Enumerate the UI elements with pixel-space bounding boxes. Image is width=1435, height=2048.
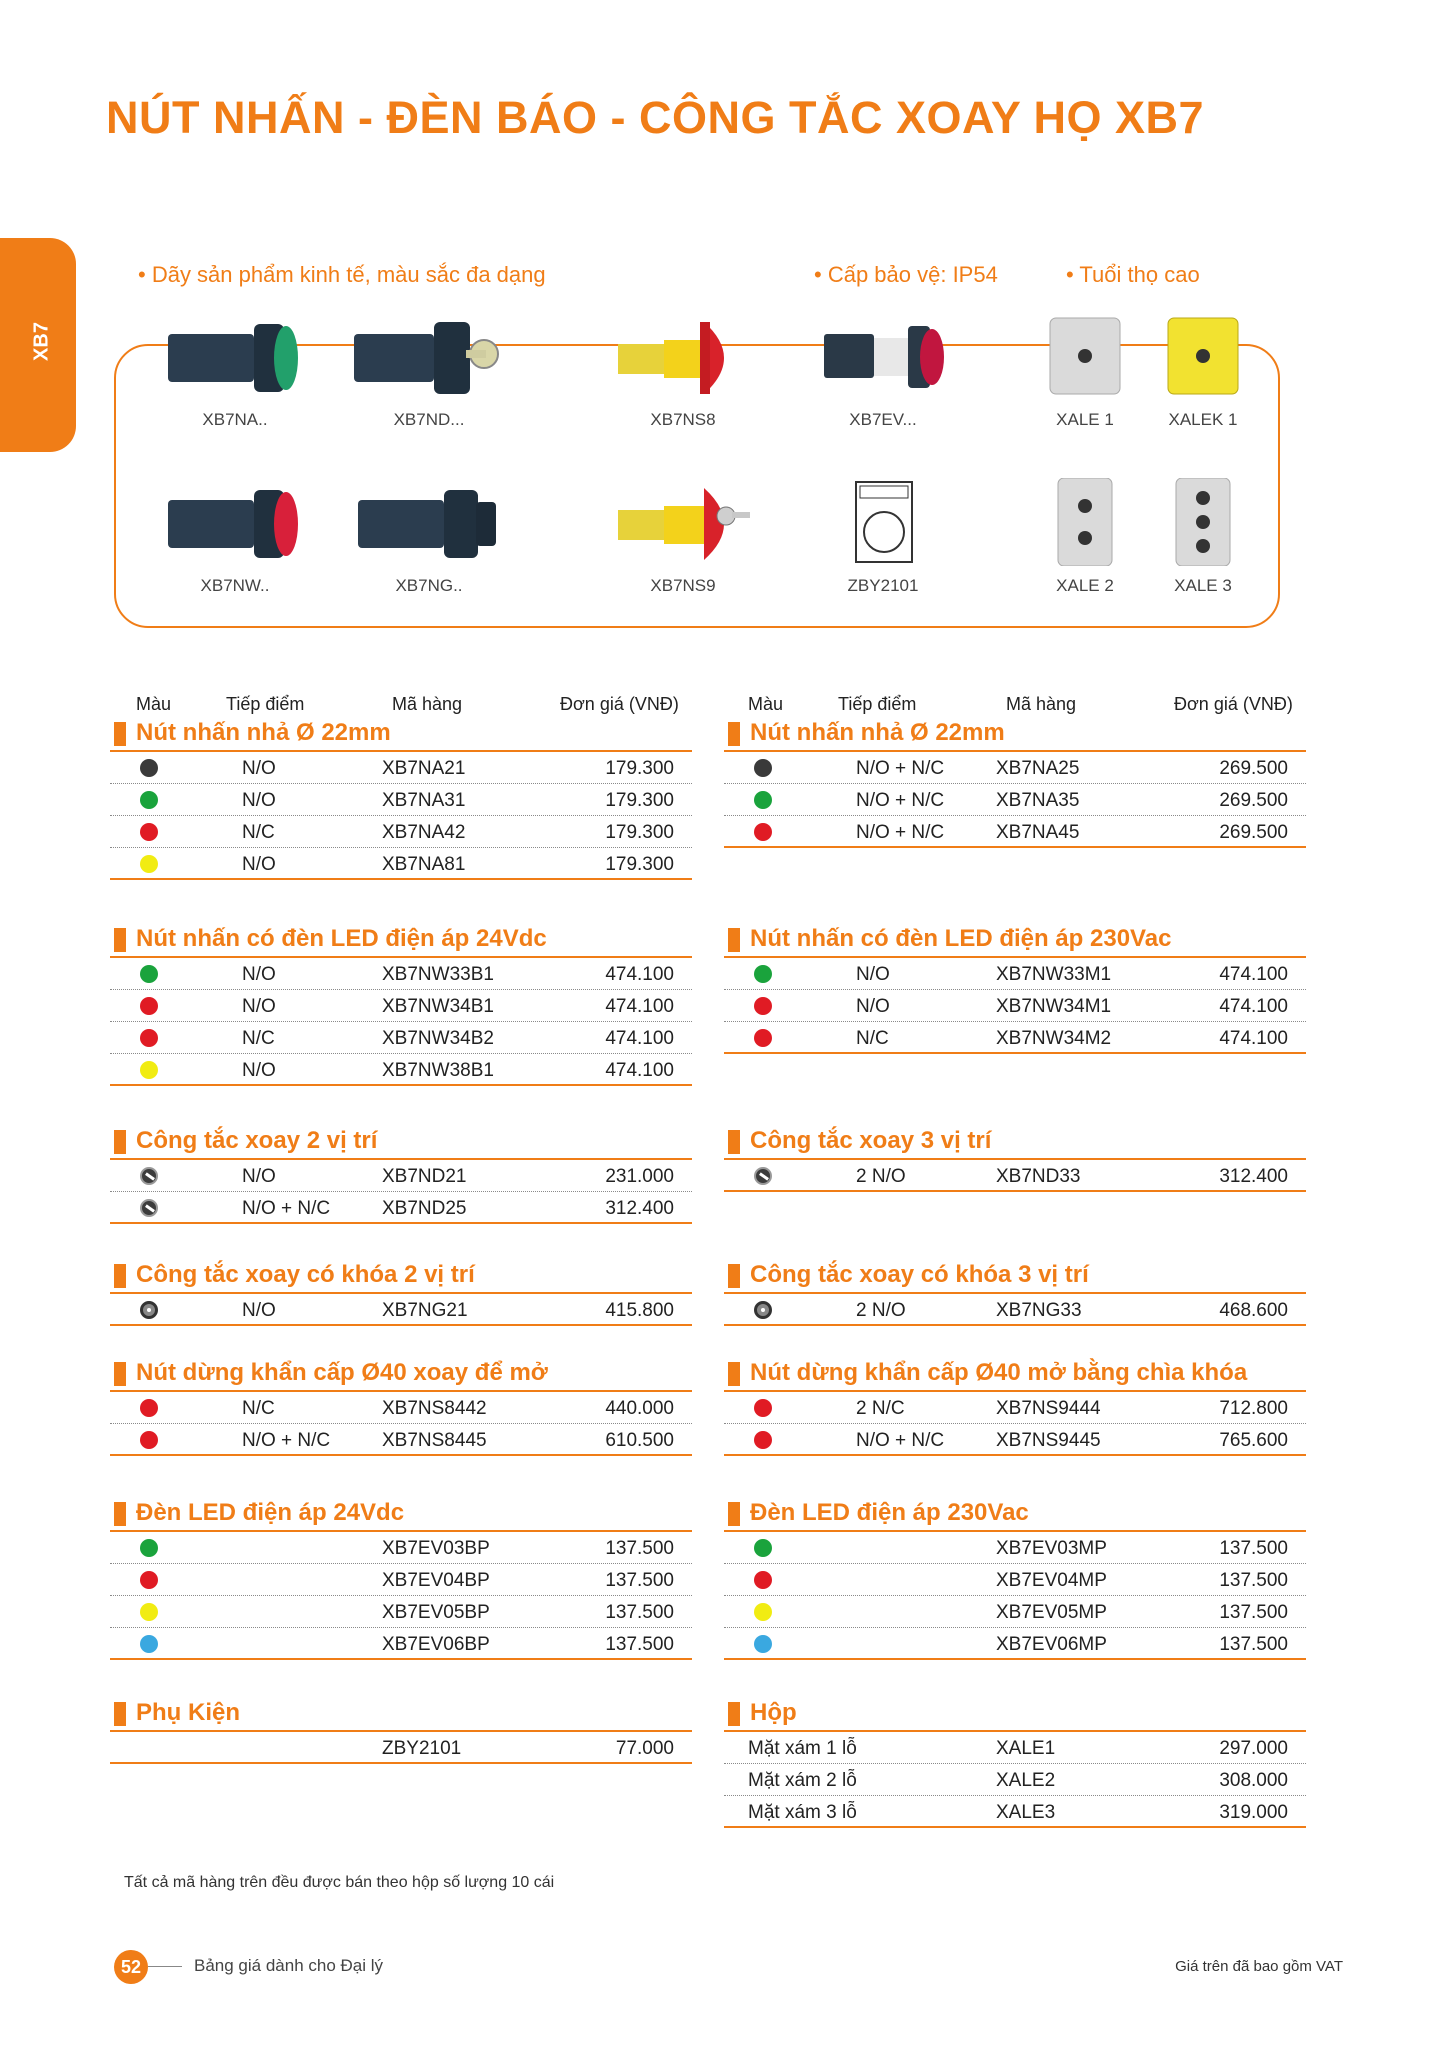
color-dot — [140, 791, 158, 809]
product-code: XB7NS8442 — [382, 1398, 487, 1419]
contact: N/C — [242, 822, 275, 843]
product-code: XB7EV04BP — [382, 1570, 490, 1591]
table-row — [724, 958, 1306, 990]
col-price: Đơn giá (VNĐ) — [1174, 694, 1293, 714]
section-estop-turn-release — [110, 1358, 692, 1456]
price: 474.100 — [1219, 996, 1288, 1017]
color-dot — [140, 1635, 158, 1653]
price: 269.500 — [1219, 822, 1288, 843]
contact: N/C — [242, 1398, 275, 1419]
section-key-switch-3-pos — [724, 1260, 1306, 1326]
price: 474.100 — [605, 996, 674, 1017]
contact: N/O + N/C — [242, 1198, 331, 1219]
product-code: XB7NA35 — [996, 790, 1080, 811]
description: Mặt xám 3 lỗ — [748, 1802, 857, 1823]
product-code: XB7EV06MP — [996, 1634, 1107, 1655]
table-row — [724, 1160, 1306, 1192]
table-row — [110, 752, 692, 784]
contact: N/O — [242, 1166, 276, 1187]
table-row — [724, 1294, 1306, 1326]
product-xb7na — [160, 312, 310, 430]
contact: N/C — [242, 1028, 275, 1049]
product-zby2101 — [808, 478, 958, 596]
contact: N/O + N/C — [242, 1430, 331, 1451]
price: 269.500 — [1219, 758, 1288, 779]
table-row — [110, 1054, 692, 1086]
price: 179.300 — [605, 758, 674, 779]
feature-ip54: • Cấp bảo vệ: IP54 — [814, 262, 998, 287]
section-selector-3-pos — [724, 1126, 1306, 1192]
table-row — [724, 1424, 1306, 1456]
contact: 2 N/O — [856, 1300, 906, 1321]
col-code: Mã hàng — [1006, 694, 1077, 714]
price: 474.100 — [1219, 1028, 1288, 1049]
product-caption: XALE 1 — [1056, 410, 1114, 429]
color-dot — [140, 1399, 158, 1417]
product-code: XB7EV04MP — [996, 1570, 1107, 1591]
feature-economy: • Dãy sản phẩm kinh tế, màu sắc đa dạng — [138, 262, 546, 287]
emergency-stop-image — [608, 312, 758, 400]
color-dot — [754, 1029, 772, 1047]
color-dot — [754, 1431, 772, 1449]
contact: N/O + N/C — [856, 790, 945, 811]
color-dot — [754, 1399, 772, 1417]
product-xb7ev — [808, 312, 958, 430]
color-dot — [754, 823, 772, 841]
section-accessories — [110, 1698, 692, 1764]
contact: N/O — [242, 854, 276, 875]
table-row — [724, 990, 1306, 1022]
product-xb7ns9 — [608, 478, 758, 596]
price: 179.300 — [605, 822, 674, 843]
contact: N/O — [242, 790, 276, 811]
product-code: XB7NA21 — [382, 758, 466, 779]
table-row — [110, 1294, 692, 1326]
color-dot — [140, 1603, 158, 1621]
push-button-image — [160, 312, 310, 400]
col-contact: Tiếp điểm — [838, 694, 917, 714]
key-knob-icon — [140, 1301, 158, 1319]
product-caption: XB7NW.. — [200, 576, 270, 595]
product-code: ZBY2101 — [382, 1738, 462, 1759]
price: 297.000 — [1219, 1738, 1288, 1759]
contact: N/O + N/C — [856, 758, 945, 779]
selector-knob-icon — [140, 1167, 158, 1185]
price: 474.100 — [1219, 964, 1288, 985]
price: 179.300 — [605, 790, 674, 811]
color-dot — [754, 1603, 772, 1621]
section-key-switch-2-pos — [110, 1260, 692, 1326]
table-row — [110, 1424, 692, 1456]
selector-knob-icon — [140, 1199, 158, 1217]
product-code: XB7NA42 — [382, 822, 466, 843]
legend-holder-image — [808, 478, 958, 566]
product-caption: XB7NG.. — [395, 576, 463, 595]
section-title: Công tắc xoay có khóa 2 vị trí — [110, 1260, 692, 1294]
product-code: XB7NW34M2 — [996, 1028, 1112, 1049]
price: 415.800 — [605, 1300, 674, 1321]
contact: N/O — [242, 996, 276, 1017]
section-title: Nút nhấn nhả Ø 22mm — [724, 718, 1306, 752]
product-caption: XB7NS8 — [650, 410, 716, 429]
price: 474.100 — [605, 1028, 674, 1049]
price: 474.100 — [605, 964, 674, 985]
contact: N/O — [856, 964, 890, 985]
section-push-button-22 — [110, 718, 692, 880]
price: 712.800 — [1219, 1398, 1288, 1419]
product-caption: XB7NS9 — [650, 576, 716, 595]
product-code: XB7ND21 — [382, 1166, 467, 1187]
table-row — [724, 784, 1306, 816]
price: 137.500 — [1219, 1570, 1288, 1591]
product-code: XB7ND33 — [996, 1166, 1081, 1187]
color-dot — [754, 1539, 772, 1557]
contact: N/O — [242, 1300, 276, 1321]
color-dot — [754, 759, 772, 777]
product-code: XB7NW33B1 — [382, 964, 494, 985]
product-code: XB7NA31 — [382, 790, 466, 811]
col-color: Màu — [136, 694, 172, 714]
contact: N/O — [242, 964, 276, 985]
color-dot — [754, 997, 772, 1015]
product-code: XB7NA81 — [382, 854, 466, 875]
yellow-box-image — [1128, 312, 1278, 400]
price: 308.000 — [1219, 1770, 1288, 1791]
price: 312.400 — [1219, 1166, 1288, 1187]
color-dot — [754, 791, 772, 809]
key-knob-icon — [754, 1301, 772, 1319]
price: 231.000 — [605, 1166, 674, 1187]
table-row — [724, 1628, 1306, 1660]
contact: N/O — [242, 758, 276, 779]
product-caption: XALE 3 — [1174, 576, 1232, 595]
price: 137.500 — [1219, 1634, 1288, 1655]
contact: N/O — [856, 996, 890, 1017]
table-row — [110, 1022, 692, 1054]
table-row — [110, 1192, 692, 1224]
product-code: XB7EV05BP — [382, 1602, 490, 1623]
section-push-button-22-combo — [724, 718, 1306, 848]
product-caption: XB7EV... — [849, 410, 917, 429]
selector-switch-image — [354, 312, 504, 400]
page-title: NÚT NHẤN - ĐÈN BÁO - CÔNG TẮC XOAY HỌ XB7 — [106, 92, 1205, 143]
footnote: Tất cả mã hàng trên đều được bán theo hộp số lượng 10 cái — [124, 1874, 555, 1891]
price: 137.500 — [605, 1602, 674, 1623]
table-row — [724, 1596, 1306, 1628]
table-row — [724, 752, 1306, 784]
table-row — [724, 1732, 1306, 1764]
feature-lifetime: • Tuổi thọ cao — [1066, 262, 1200, 287]
color-dot — [140, 1061, 158, 1079]
table-row — [110, 784, 692, 816]
product-code: XB7EV05MP — [996, 1602, 1107, 1623]
table-row — [110, 958, 692, 990]
contact: 2 N/C — [856, 1398, 905, 1419]
product-code: XALE3 — [996, 1802, 1056, 1823]
product-code: XB7NS8445 — [382, 1430, 487, 1451]
price: 765.600 — [1219, 1430, 1288, 1451]
product-code: XALE1 — [996, 1738, 1056, 1759]
col-contact: Tiếp điểm — [226, 694, 305, 714]
color-dot — [140, 855, 158, 873]
table-row — [110, 1532, 692, 1564]
col-code: Mã hàng — [392, 694, 463, 714]
table-row — [110, 1564, 692, 1596]
product-caption: ZBY2101 — [847, 576, 919, 595]
price: 137.500 — [605, 1538, 674, 1559]
price: 137.500 — [605, 1634, 674, 1655]
section-title: Nút nhấn có đèn LED điện áp 230Vac — [724, 924, 1306, 958]
product-code: XB7NG33 — [996, 1300, 1082, 1321]
table-row — [110, 1596, 692, 1628]
section-title: Công tắc xoay có khóa 3 vị trí — [724, 1260, 1306, 1294]
price: 137.500 — [1219, 1538, 1288, 1559]
product-code: XB7NW34B2 — [382, 1028, 494, 1049]
color-dot — [140, 1431, 158, 1449]
illuminated-button-image — [160, 478, 310, 566]
section-enclosures — [724, 1698, 1306, 1828]
page-number: 52 — [114, 1950, 148, 1984]
product-xb7ng — [354, 478, 504, 596]
table-row — [110, 848, 692, 880]
section-title: Hộp — [724, 1698, 1306, 1732]
product-code: XB7NG21 — [382, 1300, 468, 1321]
section-led-button-24vdc — [110, 924, 692, 1086]
section-selector-2-pos — [110, 1126, 692, 1224]
table-row — [724, 1022, 1306, 1054]
color-dot — [140, 1539, 158, 1557]
grey-box-3-image — [1128, 478, 1278, 566]
section-title: Nút nhấn nhả Ø 22mm — [110, 718, 692, 752]
section-title: Phụ Kiện — [110, 1698, 692, 1732]
table-row — [724, 1796, 1306, 1828]
product-code: XB7EV03MP — [996, 1538, 1107, 1559]
product-code: XB7NW38B1 — [382, 1060, 494, 1081]
section-title: Đèn LED điện áp 24Vdc — [110, 1498, 692, 1532]
color-dot — [140, 1571, 158, 1589]
contact: N/C — [856, 1028, 889, 1049]
col-price: Đơn giá (VNĐ) — [560, 694, 679, 714]
price: 440.000 — [605, 1398, 674, 1419]
color-dot — [754, 1635, 772, 1653]
section-pilot-light-24vdc — [110, 1498, 692, 1660]
price: 137.500 — [1219, 1602, 1288, 1623]
price: 474.100 — [605, 1060, 674, 1081]
section-title: Công tắc xoay 2 vị trí — [110, 1126, 692, 1160]
table-row — [110, 1392, 692, 1424]
table-row — [724, 1532, 1306, 1564]
product-code: XB7EV06BP — [382, 1634, 490, 1655]
color-dot — [140, 823, 158, 841]
color-dot — [754, 965, 772, 983]
color-dot — [140, 997, 158, 1015]
contact: N/O + N/C — [856, 822, 945, 843]
divider — [148, 1966, 182, 1967]
section-led-button-230vac — [724, 924, 1306, 1054]
color-dot — [754, 1571, 772, 1589]
table-row — [110, 1732, 692, 1764]
product-xale3 — [1128, 478, 1278, 596]
table-row — [110, 990, 692, 1022]
product-code: XB7EV03BP — [382, 1538, 490, 1559]
product-xb7nw — [160, 478, 310, 596]
price: 77.000 — [615, 1738, 674, 1759]
footer-right-text: Giá trên đã bao gồm VAT — [1175, 1958, 1343, 1975]
section-title: Nút dừng khẩn cấp Ø40 mở bằng chìa khóa — [724, 1358, 1306, 1392]
product-caption: XALEK 1 — [1168, 410, 1238, 429]
product-caption: XALE 2 — [1056, 576, 1114, 595]
footer-left-text: Bảng giá dành cho Đại lý — [194, 1956, 384, 1975]
product-xb7nd — [354, 312, 504, 430]
key-switch-image — [354, 478, 504, 566]
product-code: XB7NA45 — [996, 822, 1080, 843]
color-dot — [140, 759, 158, 777]
table-row — [110, 1160, 692, 1192]
section-title: Đèn LED điện áp 230Vac — [724, 1498, 1306, 1532]
description: Mặt xám 2 lỗ — [748, 1770, 857, 1791]
product-code: XB7NW34B1 — [382, 996, 494, 1017]
product-code: XB7NS9444 — [996, 1398, 1101, 1419]
price: 269.500 — [1219, 790, 1288, 811]
product-code: XB7ND25 — [382, 1198, 467, 1219]
color-dot — [140, 1029, 158, 1047]
product-xb7ns8 — [608, 312, 758, 430]
price: 319.000 — [1219, 1802, 1288, 1823]
price: 137.500 — [605, 1570, 674, 1591]
product-code: XB7NW33M1 — [996, 964, 1112, 985]
product-code: XB7NW34M1 — [996, 996, 1112, 1017]
section-title: Nút dừng khẩn cấp Ø40 xoay để mở — [110, 1358, 692, 1392]
contact: N/O + N/C — [856, 1430, 945, 1451]
price: 179.300 — [605, 854, 674, 875]
side-tab-label: XB7 — [30, 322, 53, 361]
table-row — [110, 816, 692, 848]
price: 312.400 — [605, 1198, 674, 1219]
contact: 2 N/O — [856, 1166, 906, 1187]
selector-knob-icon — [754, 1167, 772, 1185]
price: 610.500 — [605, 1430, 674, 1451]
product-code: XB7NS9445 — [996, 1430, 1101, 1451]
emergency-stop-key-image — [608, 478, 758, 566]
table-row — [724, 816, 1306, 848]
section-estop-key-release — [724, 1358, 1306, 1456]
color-dot — [140, 965, 158, 983]
table-row — [724, 1564, 1306, 1596]
col-color: Màu — [748, 694, 784, 714]
table-row — [724, 1392, 1306, 1424]
product-caption: XB7NA.. — [202, 410, 268, 429]
product-caption: XB7ND... — [393, 410, 465, 429]
product-code: XALE2 — [996, 1770, 1056, 1791]
contact: N/O — [242, 1060, 276, 1081]
pilot-light-image — [808, 312, 958, 400]
price: 468.600 — [1219, 1300, 1288, 1321]
table-row — [724, 1764, 1306, 1796]
description: Mặt xám 1 lỗ — [748, 1738, 857, 1759]
table-row — [110, 1628, 692, 1660]
section-title: Nút nhấn có đèn LED điện áp 24Vdc — [110, 924, 692, 958]
product-xalek1 — [1128, 312, 1278, 430]
section-pilot-light-230vac — [724, 1498, 1306, 1660]
product-code: XB7NA25 — [996, 758, 1080, 779]
section-title: Công tắc xoay 3 vị trí — [724, 1126, 1306, 1160]
